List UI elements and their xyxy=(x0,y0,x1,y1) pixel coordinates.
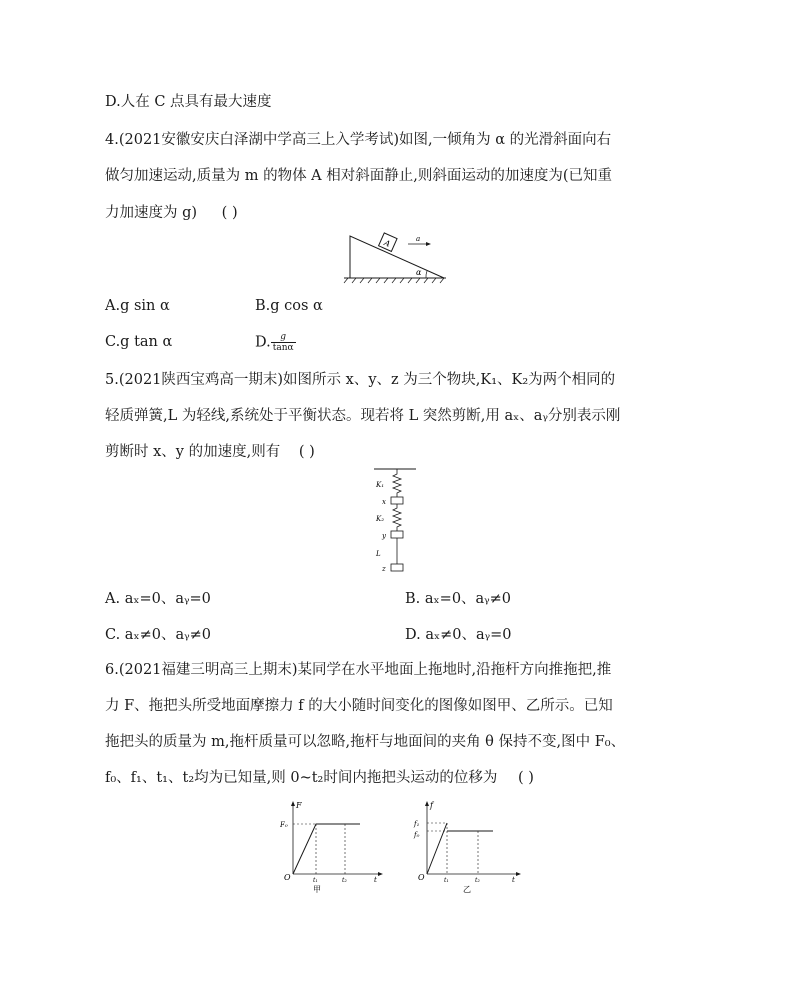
q4-option-c: C.g tan α xyxy=(105,334,173,350)
q4-answer-paren: ( ) xyxy=(221,205,238,221)
q5-spring-k1 xyxy=(393,469,401,497)
q6-jia-caption: 甲 xyxy=(313,885,321,894)
q6-jia-y-label: F xyxy=(296,801,302,810)
q6-jia-x-label: t xyxy=(374,876,377,884)
q4-option-d-prefix: D. xyxy=(255,334,271,351)
q5-option-c: C. aₓ≠0、aᵧ≠0 xyxy=(105,627,211,643)
q6-yi-x-arrow xyxy=(516,872,521,876)
q4-stem-line2: 做匀加速运动,质量为 m 的物体 A 相对斜面静止,则斜面运动的加速度为(已知重 xyxy=(105,168,613,184)
q6-answer-paren: ( ) xyxy=(517,770,534,786)
q6-graph-jia xyxy=(280,798,385,894)
q6-jia-x-arrow xyxy=(378,872,383,876)
q4-option-a: A.g sin α xyxy=(105,298,170,314)
q5-spring-figure xyxy=(370,466,420,578)
q6-yi-x-label: t xyxy=(512,876,515,884)
q6-jia-f0-label: F₀ xyxy=(280,821,288,829)
q6-stem-line3: 拖把头的质量为 m,拖杆质量可以忽略,拖杆与地面间的夹角 θ 保持不变,图中 F₀、 xyxy=(105,734,626,750)
q5-stem-line1: 5.(2021陕西宝鸡高一期末)如图所示 x、y、z 为三个物块,K₁、K₂为两个相同的 xyxy=(105,372,616,388)
q4-arrow-head xyxy=(426,242,431,246)
q6-yi-t1-label: t₁ xyxy=(444,877,449,884)
q4-option-d xyxy=(255,332,296,353)
q5-answer-paren: ( ) xyxy=(298,444,315,460)
q3-option-d: D.人在 C 点具有最大速度 xyxy=(105,94,272,110)
q4-option-d-fraction xyxy=(271,332,296,353)
q6-yi-caption: 乙 xyxy=(463,885,471,894)
q6-yi-y-label: f xyxy=(430,801,433,810)
q4-ground-hatch xyxy=(344,278,444,283)
q6-yi-f0-label: f₀ xyxy=(414,831,420,839)
q5-stem-line2: 轻质弹簧,L 为轻线,系统处于平衡状态。现若将 L 突然剪断,用 aₓ、aᵧ分别表示刚 xyxy=(105,408,621,424)
q6-jia-t1-label: t₁ xyxy=(313,877,318,884)
q5-block-y xyxy=(391,531,403,538)
q4-arrow-label: a xyxy=(416,235,421,243)
q5-option-a: A. aₓ=0、aᵧ=0 xyxy=(105,591,211,607)
q4-angle-label: α xyxy=(416,268,422,277)
q6-stem-line2: 力 F、拖把头所受地面摩擦力 f 的大小随时间变化的图像如图甲、乙所示。已知 xyxy=(105,698,613,714)
q5-label-y: y xyxy=(382,532,386,540)
q4-option-d-numerator: g xyxy=(271,332,296,343)
q4-option-b: B.g cos α xyxy=(255,298,323,314)
q4-option-d-denominator: tanα xyxy=(272,343,294,353)
q5-block-z xyxy=(391,564,403,571)
q4-stem-line3 xyxy=(105,203,238,223)
q4-stem-line1: 4.(2021安徽安庆白泽湖中学高三上入学考试)如图,一倾角为 α 的光滑斜面向右 xyxy=(105,132,612,148)
q4-stem-line3-text: 力加速度为 g) xyxy=(105,205,198,221)
q6-stem-line1: 6.(2021福建三明高三上期末)某同学在水平地面上拖地时,沿拖杆方向推拖把,推 xyxy=(105,662,612,678)
q6-yi-y-arrow xyxy=(425,801,429,806)
q5-label-x: x xyxy=(382,498,386,506)
q6-yi-origin: O xyxy=(418,873,425,882)
q6-stem-line4-text: f₀、f₁、t₁、t₂均为已知量,则 0~t₂时间内拖把头运动的位移为 xyxy=(105,770,498,786)
q6-graph-yi xyxy=(410,798,525,894)
q5-stem-line3 xyxy=(105,442,315,462)
q5-label-l: L xyxy=(376,550,381,558)
q6-jia-origin: O xyxy=(284,873,291,882)
q6-jia-curve xyxy=(293,824,360,874)
q5-spring-k2 xyxy=(393,504,401,531)
q4-angle-arc xyxy=(426,271,427,278)
q5-option-d: D. aₓ≠0、aᵧ=0 xyxy=(405,627,512,643)
svg-text:A: A xyxy=(382,238,392,249)
q6-jia-y-arrow xyxy=(291,801,295,806)
q5-label-k2: K₂ xyxy=(376,515,385,523)
q5-option-b: B. aₓ=0、aᵧ≠0 xyxy=(405,591,512,607)
q5-stem-line3-text: 剪断时 x、y 的加速度,则有 xyxy=(105,444,281,460)
q5-label-k1: K₁ xyxy=(376,481,385,489)
q6-stem-line4 xyxy=(105,768,534,788)
q4-block-a xyxy=(379,233,397,251)
q5-block-x xyxy=(391,497,403,504)
q4-incline-wedge xyxy=(350,236,444,278)
q5-label-z: z xyxy=(382,565,386,573)
q4-incline-figure xyxy=(340,228,452,284)
q6-yi-curve-rise xyxy=(427,823,447,874)
q6-yi-f1-label: f₁ xyxy=(414,820,420,828)
q6-yi-t2-label: t₂ xyxy=(475,877,480,884)
q6-jia-t2-label: t₂ xyxy=(342,877,347,884)
